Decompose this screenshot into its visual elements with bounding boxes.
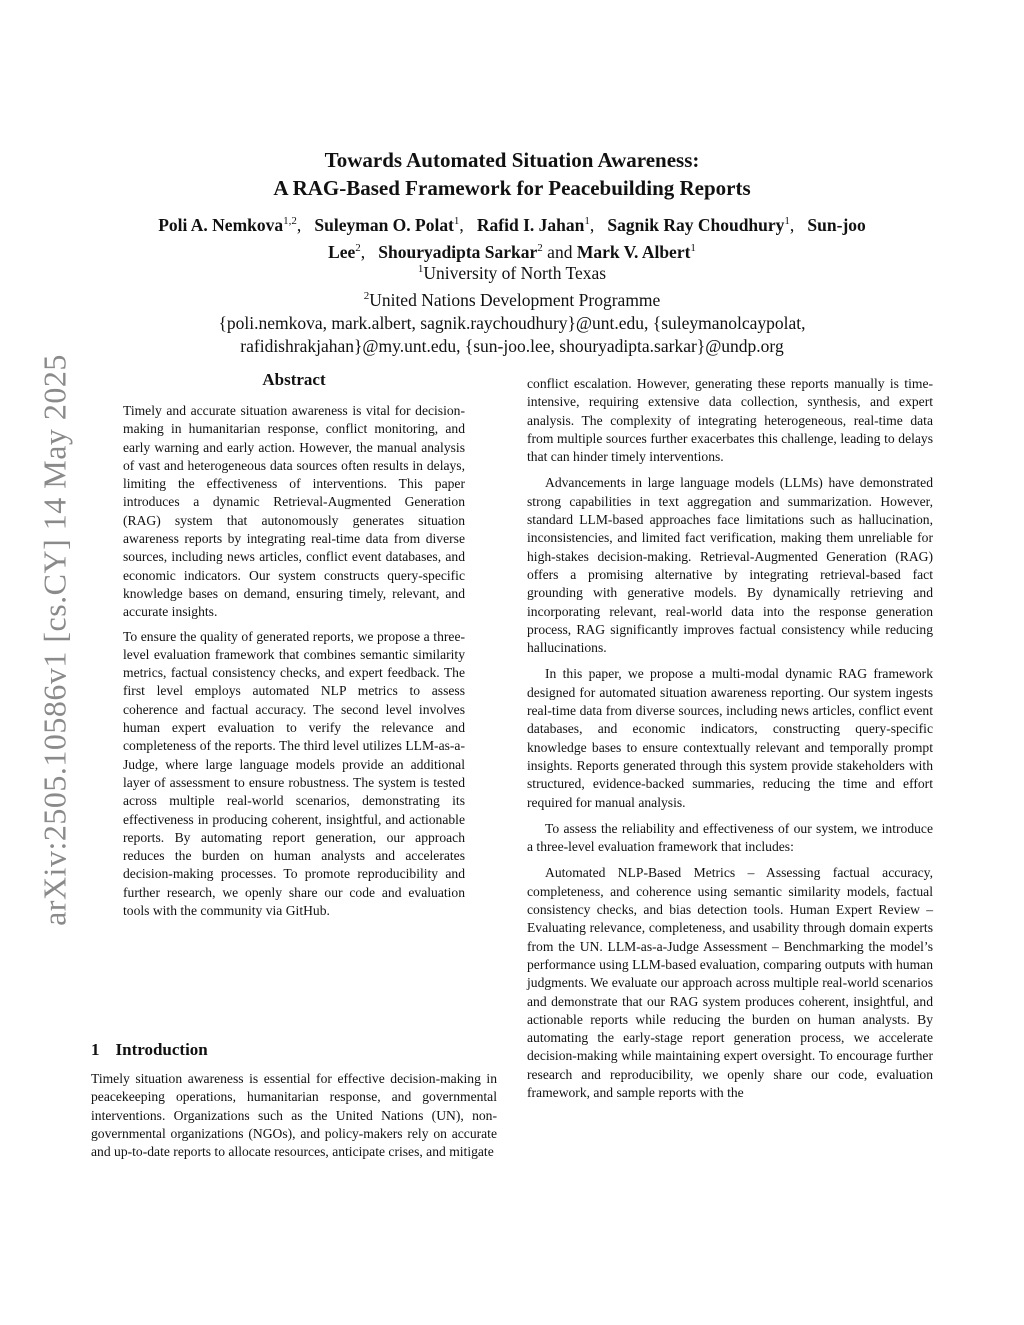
- email-line-2: rafidishrakjahan}@my.unt.edu, {sun-joo.lee, shouryadipta.sarkar}@undp.org: [240, 335, 784, 356]
- author-name: Poli A. Nemkova: [158, 214, 284, 235]
- abstract-body: [123, 402, 465, 926]
- paper-title: [0, 146, 1024, 202]
- section-title: Introduction: [115, 1040, 208, 1059]
- author-name: Rafid I. Jahan: [476, 214, 585, 235]
- author-name: Shouryadipta Sarkar: [378, 241, 538, 262]
- introduction-left-column: [91, 1070, 497, 1161]
- author-name: Sun-joo: [807, 214, 866, 235]
- affiliation-2: [0, 285, 1024, 312]
- affiliation-name: United Nations Development Programme: [369, 289, 661, 310]
- body-paragraph: To assess the reliability and effectiveness of our system, we introduce a three-level evaluation framework that includes:: [527, 820, 933, 855]
- affiliation-number: 2: [363, 289, 370, 302]
- body-paragraph: conflict escalation. However, generating these reports manually is time-intensive, requiring extensive data collection, synthesis, and expert analysis. The complexity of integrating heterogeneous, real-time data from multiple sources further exacerbates this challenge, leading to delays that can hinder timely interventions.: [527, 376, 933, 465]
- author-affiliation-mark: 1: [784, 215, 790, 227]
- author-name: Suleyman O. Polat: [314, 214, 454, 235]
- abstract-paragraph: To ensure the quality of generated reports, we propose a three-level evaluation framework that combines semantic similarity metrics, factual consistency checks, and expert feedback. The first level employs automated NLP metrics to assess coherence and factual accuracy. The second level involves human expert evaluation to verify the relevance and completeness of the reports. The third level utilizes LLM-as-a-Judge, where large language models provide an additional layer of assessment to ensure robustness. The system is tested across multiple real-world scenarios, demonstrating its effectiveness in producing coherent, insightful, and actionable reports. By automating report generation, our approach reduces the burden on human analysts and accelerates decision-making processes. To promote reproducibility and further research, we openly share our code and evaluation tools with the community via GitHub.: [123, 628, 465, 919]
- abstract-heading: Abstract: [262, 370, 326, 389]
- author-affiliation-mark: 1: [453, 215, 460, 227]
- author-name: Mark V. Albert: [576, 241, 691, 262]
- abstract-paragraph: Timely and accurate situation awareness is vital for decision-making in humanitarian response, conflict monitoring, and early warning and early action. However, the manual analysis of vast and heterogeneous data sources often results in delays, limiting the effectiveness of interventions. This paper introduces a dynamic Retrieval-Augmented Generation (RAG) system that autonomously generates situation awareness reports by integrating real-time data from diverse sources, including news articles, conflict event databases, and economic indicators. Our system constructs query-specific knowledge bases on demand, ensuring timely, relevant, and accurate insights.: [123, 403, 465, 620]
- body-paragraph: Automated NLP-Based Metrics – Assessing factual accuracy, completeness, and coherence using semantic similarity models, factual consistency checks, and bias detection tools. Human Expert Review – Evaluating relevance, completeness, and usability through domain experts from the UN. LLM-as-a-Judge Assessment – Benchmarking the model’s performance using LLM-based evaluation, comparing outputs with human judgments. We evaluate our approach across multiple real-world scenarios and demonstrate that our RAG system produces coherent, insightful, and actionable reports while reducing the burden on human analysts. By automating the early-stage report generation process, we accelerate decision-making while maintaining expert oversight. To encourage further research and reproducibility, we openly share our code, evaluation framework, and sample reports with the: [527, 865, 933, 1100]
- email-line-1: {poli.nemkova, mark.albert, sagnik.raychoudhury}@unt.edu, {suleymanolcaypolat,: [218, 312, 806, 333]
- affiliation-1: [0, 258, 1024, 285]
- author-line-1: Poli A. Nemkova$^{1,2}$, Suleyman O. Polat$^1$, Rafid I. Jahan$^1$, Sagnik Ray Choudhury$^1$, Sun-joo: [158, 214, 866, 235]
- right-column: [527, 375, 933, 1110]
- author-name: Lee: [328, 241, 356, 262]
- and-word: and: [547, 241, 573, 262]
- author-affiliation-mark: 2: [537, 241, 543, 254]
- section-heading-introduction: [91, 1040, 224, 1060]
- author-affiliation-mark: 1: [584, 215, 590, 227]
- body-paragraph: Timely situation awareness is essential for effective decision-making in peacekeeping operations, humanitarian response, and governmental interventions. Organizations such as the United Nations (UN), non-governmental organizations (NGOs), and policy-makers rely on accurate and up-to-date reports to allocate resources, anticipate crises, and mitigate: [91, 1071, 497, 1160]
- affiliation-name: University of North Texas: [423, 262, 607, 283]
- author-line-2: Lee$^2$, Shouryadipta Sarkar$^2$ and Mark V. Albert$^1$: [328, 241, 696, 262]
- author-affiliation-mark: 2: [355, 241, 361, 254]
- body-paragraph: Advancements in large language models (LLMs) have demonstrated strong capabilities in text aggregation and summarization. However, standard LLM-based approaches face limitations such as hallucination, inconsistencies, and limited fact verification, making them unreliable for high-stakes decision-making. Retrieval-Augmented Generation (RAG) offers a promising alternative by integrating retrieval-based fact grounding with generative models. By dynamically retrieving and incorporating relevant, real-world data into the response generation process, RAG significantly improves factual consistency while reducing hallucinations.: [527, 475, 933, 656]
- title-line-2: A RAG-Based Framework for Peacebuilding Reports: [273, 176, 751, 200]
- affiliations: [0, 258, 1024, 358]
- affiliation-number: 1: [417, 263, 424, 275]
- author-list: [92, 210, 932, 264]
- arxiv-identifier: arXiv:2505.10586v1 [cs.CY] 14 May 2025: [36, 354, 73, 926]
- author-affiliation-mark: 1: [690, 241, 696, 254]
- title-line-1: Towards Automated Situation Awareness:: [324, 148, 700, 172]
- author-affiliation-mark: 1,2: [283, 215, 297, 227]
- author-name: Sagnik Ray Choudhury: [607, 214, 785, 235]
- section-number: 1: [91, 1040, 100, 1059]
- body-paragraph: In this paper, we propose a multi-modal dynamic RAG framework designed for automated situation awareness reporting. Our system ingests real-time data from diverse sources, including news articles, conflict event databases, and economic indicators, constructing query-specific knowledge bases to ensure contextually relevant and temporally prompt insights. Reports generated through this system provide stakeholders with structured, evidence-backed summaries, reducing the time and effort required for manual analysis.: [527, 666, 933, 810]
